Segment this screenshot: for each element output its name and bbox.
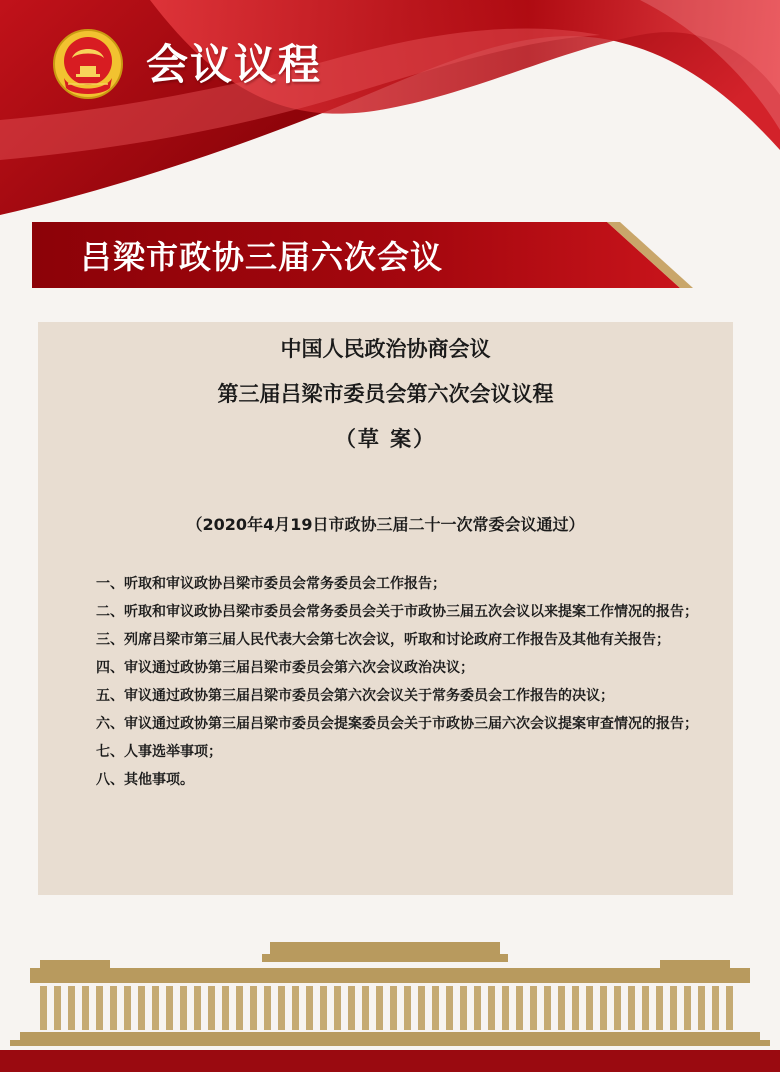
building-column xyxy=(544,986,551,1030)
building-column xyxy=(110,986,117,1030)
building-column xyxy=(264,986,271,1030)
building-column xyxy=(642,986,649,1030)
agenda-item: 二、听取和审议政协吕梁市委员会常务委员会关于市政协三届五次会议以来提案工作情况的报告； xyxy=(96,604,698,620)
building-column xyxy=(348,986,355,1030)
agenda-document-panel xyxy=(38,322,733,895)
building-column xyxy=(460,986,467,1030)
great-hall-building-illustration xyxy=(0,930,780,1072)
building-column xyxy=(572,986,579,1030)
building-column xyxy=(530,986,537,1030)
agenda-item: 五、审议通过政协第三届吕梁市委员会第六次会议关于常务委员会工作报告的决议； xyxy=(96,688,614,704)
building-column xyxy=(250,986,257,1030)
building-column xyxy=(586,986,593,1030)
building-column xyxy=(180,986,187,1030)
building-column xyxy=(432,986,439,1030)
agenda-list xyxy=(68,570,698,794)
building-column xyxy=(236,986,243,1030)
building-column xyxy=(40,986,47,1030)
building-column xyxy=(684,986,691,1030)
building-column xyxy=(446,986,453,1030)
building-column xyxy=(698,986,705,1030)
building-column xyxy=(418,986,425,1030)
building-column xyxy=(516,986,523,1030)
agenda-item: 七、人事选举事项； xyxy=(96,744,222,760)
building-column xyxy=(222,986,229,1030)
building-column xyxy=(474,986,481,1030)
document-heading-draft: （草 案） xyxy=(334,427,437,451)
building-column xyxy=(600,986,607,1030)
building-column xyxy=(362,986,369,1030)
cppcc-emblem-icon xyxy=(52,28,124,100)
building-column xyxy=(488,986,495,1030)
building-column xyxy=(278,986,285,1030)
building-column xyxy=(152,986,159,1030)
building-column xyxy=(124,986,131,1030)
building-column xyxy=(208,986,215,1030)
building-column xyxy=(138,986,145,1030)
building-column xyxy=(376,986,383,1030)
agenda-item: 八、其他事项。 xyxy=(96,772,194,788)
building-column xyxy=(292,986,299,1030)
building-column xyxy=(502,986,509,1030)
agenda-item: 三、列席吕梁市第三届人民代表大会第七次会议，听取和讨论政府工作报告及其他有关报告； xyxy=(96,632,670,648)
building-column xyxy=(390,986,397,1030)
agenda-item: 一、听取和审议政协吕梁市委员会常务委员会工作报告； xyxy=(96,576,446,592)
adoption-note: （2020年4月19日市政协三届二十一次常委会议通过） xyxy=(186,515,585,534)
building-column xyxy=(628,986,635,1030)
page-header-title: 会议议程 xyxy=(146,40,323,89)
building-column xyxy=(656,986,663,1030)
building-column xyxy=(166,986,173,1030)
building-column xyxy=(320,986,327,1030)
building-column xyxy=(306,986,313,1030)
building-column xyxy=(614,986,621,1030)
building-column xyxy=(726,986,733,1030)
document-heading-line-2: 第三届吕梁市委员会第六次会议议程 xyxy=(217,382,554,406)
document-heading-line-1: 中国人民政治协商会议 xyxy=(280,337,491,361)
agenda-item: 六、审议通过政协第三届吕梁市委员会提案委员会关于市政协三届六次会议提案审查情况的报告； xyxy=(96,716,698,732)
building-column xyxy=(68,986,75,1030)
building-column xyxy=(334,986,341,1030)
building-column xyxy=(712,986,719,1030)
building-column xyxy=(670,986,677,1030)
session-title: 吕梁市政协三届六次会议 xyxy=(80,238,444,276)
building-column xyxy=(194,986,201,1030)
building-column xyxy=(558,986,565,1030)
building-column xyxy=(96,986,103,1030)
agenda-item: 四、审议通过政协第三届吕梁市委员会第六次会议政治决议； xyxy=(96,660,474,676)
building-column xyxy=(82,986,89,1030)
building-column xyxy=(404,986,411,1030)
building-column xyxy=(54,986,61,1030)
